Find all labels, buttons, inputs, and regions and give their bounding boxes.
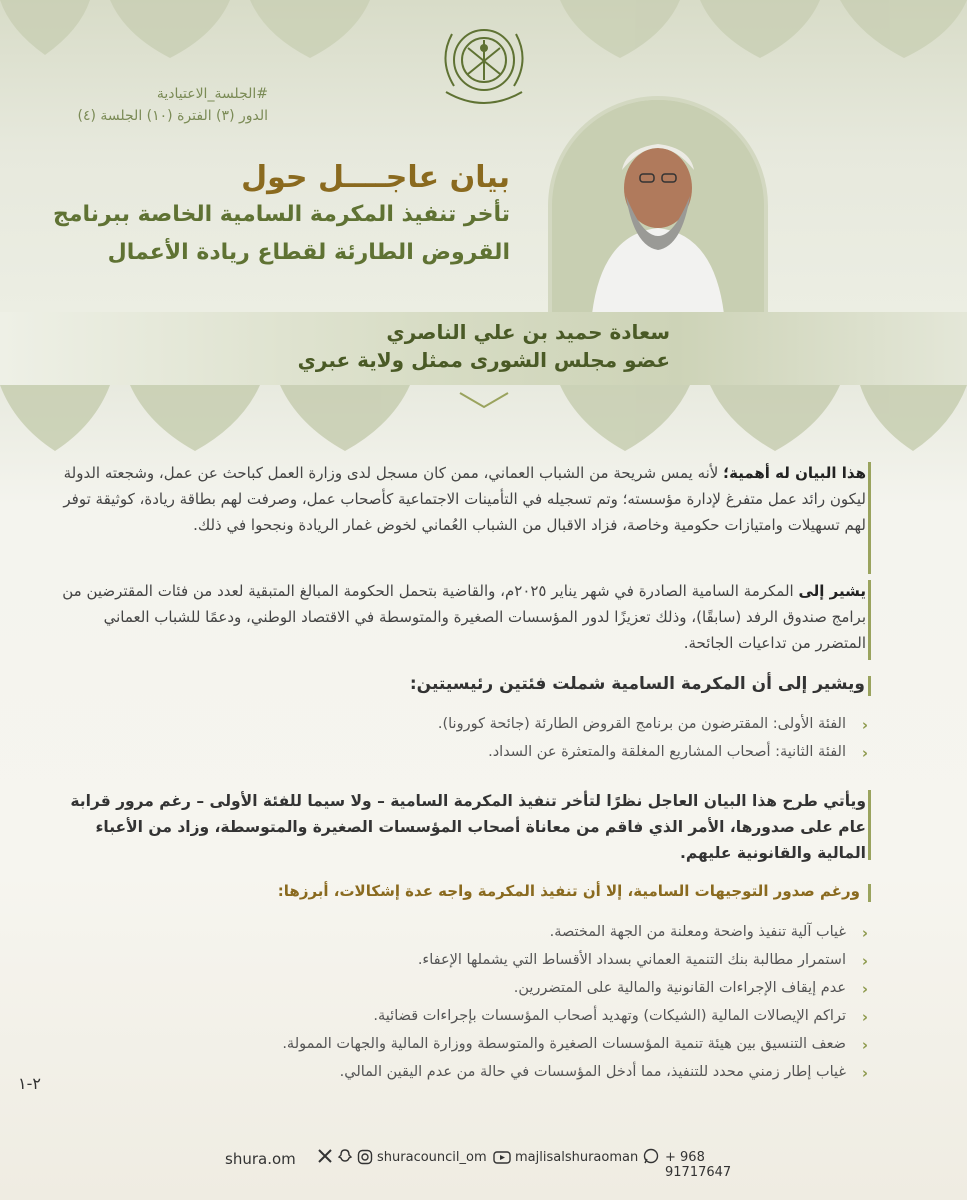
member-portrait <box>552 100 764 314</box>
session-hashtag: #الجلسة_الاعتيادية <box>156 86 268 102</box>
issue-item <box>100 924 868 942</box>
paragraph-rule <box>868 790 871 860</box>
youtube-handle[interactable]: majlisalshuraoman <box>515 1150 639 1165</box>
issue-text: تراكم الإيصالات المالية (الشيكات) وتهديد أصحاب المؤسسات بإجراءات قضائية. <box>373 1008 846 1024</box>
issue-text: استمرار مطالبة بنك التنمية العماني بسداد الأقساط التي يشملها الإعفاء. <box>417 952 846 968</box>
instagram-icon[interactable] <box>357 1149 373 1165</box>
issue-item <box>100 1008 868 1026</box>
paragraph-decree <box>56 578 866 656</box>
chevron-icon: ‹ <box>861 980 868 998</box>
snapchat-icon[interactable] <box>337 1148 353 1164</box>
category-item <box>100 744 868 762</box>
instagram-handle[interactable]: shuracouncil_om <box>377 1150 487 1165</box>
issue-item <box>100 952 868 970</box>
chevron-icon: ‹ <box>861 1064 868 1082</box>
member-name: سعادة حميد بن علي الناصري <box>386 320 670 344</box>
chevron-icon: ‹ <box>861 1008 868 1026</box>
statement-title-line-3: القروض الطارئة لقطاع ريادة الأعمال <box>107 240 510 265</box>
category-text: الفئة الأولى: المقترضون من برنامج القروض الطارئة (جائحة كورونا). <box>437 716 846 732</box>
chevron-icon: ‹ <box>861 952 868 970</box>
issues-heading: ورغم صدور التوجيهات السامية، إلا أن تنفيذ المكرمة واجه عدة إشكالات، أبرزها: <box>277 882 860 900</box>
paragraph-text: لأنه يمس شريحة من الشباب العماني، ممن كان مسجل لدى وزارة العمل كباحث عن عمل، وشجعته الدولة ليكون رائد عمل متفرغ لإدارة مؤسسته؛ وتم تسجيله في التأمينات الاجتماعية كأصحاب عمل، وصرفت لهم بطاقة ريادة، كوثيقة توفر لهم تسهيلات وامتيازات حكومية وخاصة، فزاد الاقبال من الشباب العُماني لخوض غمار الريادة ونجحوا في ذلك. <box>63 464 866 534</box>
member-role: عضو مجلس الشورى ممثل ولاية عبري <box>297 348 670 372</box>
member-portrait-frame <box>548 96 768 318</box>
heading-rule <box>868 676 871 696</box>
issue-text: ضعف التنسيق بين هيئة تنمية المؤسسات الصغيرة والمتوسطة ووزارة المالية والجهات الممولة. <box>282 1036 846 1052</box>
chevron-icon: ‹ <box>861 1036 868 1054</box>
session-info: الدور (٣) الفترة (١٠) الجلسة (٤) <box>77 108 268 124</box>
category-item <box>100 716 868 734</box>
paragraph-text: المكرمة السامية الصادرة في شهر يناير ٢٠٢٥م، والقاضية بتحمل الحكومة المبالغ المتبقية لعدد من فئات المقترضين من برامج صندوق الرفد (سابقًا)، وذلك تعزيزًا لدور المؤسسات الصغيرة والمتوسطة في الاقتصاد الوطني، ودعمًا للشباب العماني المتضرر من تداعيات الجائحة. <box>62 582 866 652</box>
website-link[interactable]: shura.om <box>225 1150 296 1168</box>
issue-item <box>100 1064 868 1082</box>
issue-text: غياب آلية تنفيذ واضحة ومعلنة من الجهة المختصة. <box>549 924 846 940</box>
shura-council-emblem <box>428 18 540 110</box>
decorative-pattern-divider <box>0 385 967 455</box>
paragraph-lead: هذا البيان له أهمية؛ <box>723 464 866 482</box>
chevron-icon: ‹ <box>861 924 868 942</box>
issue-text: غياب إطار زمني محدد للتنفيذ، مما أدخل المؤسسات في حالة من عدم اليقين المالي. <box>339 1064 846 1080</box>
whatsapp-icon[interactable] <box>643 1148 659 1164</box>
paragraph-rule <box>868 580 871 660</box>
paragraph-importance <box>56 460 866 538</box>
youtube-icon[interactable] <box>493 1149 511 1165</box>
x-icon[interactable] <box>317 1148 333 1164</box>
issue-item <box>100 980 868 998</box>
phone-number[interactable]: + 968 91717647 <box>665 1150 732 1180</box>
categories-heading: ويشير إلى أن المكرمة السامية شملت فئتين رئيسيتين: <box>409 674 865 694</box>
paragraph-rule <box>868 462 871 574</box>
paragraph-delay: ويأتي طرح هذا البيان العاجل نظرًا لتأخر تنفيذ المكرمة السامية – ولا سيما للفئة الأولى – رغم مرور قرابة عام على صدورها، الأمر الذي فاقم من معاناة أصحاب المؤسسات الصغيرة والمتوسطة، وزاد من الأعباء المالية والقانونية عليهم. <box>70 792 866 862</box>
chevron-icon: ‹ <box>861 716 868 734</box>
category-text: الفئة الثانية: أصحاب المشاريع المغلقة والمتعثرة عن السداد. <box>488 744 846 760</box>
footer-contacts <box>225 1150 765 1180</box>
paragraph-lead: يشير إلى <box>798 582 866 600</box>
issue-text: عدم إيقاف الإجراءات القانونية والمالية على المتضررين. <box>513 980 846 996</box>
statement-title-lead: بيان عاجــــل حول <box>241 160 510 195</box>
heading-rule <box>868 884 871 902</box>
page-number: ٢-١ <box>18 1074 41 1093</box>
chevron-icon: ‹ <box>861 744 868 762</box>
issue-item <box>100 1036 868 1054</box>
statement-title-line-2: تأخر تنفيذ المكرمة السامية الخاصة ببرنامج <box>53 202 510 227</box>
